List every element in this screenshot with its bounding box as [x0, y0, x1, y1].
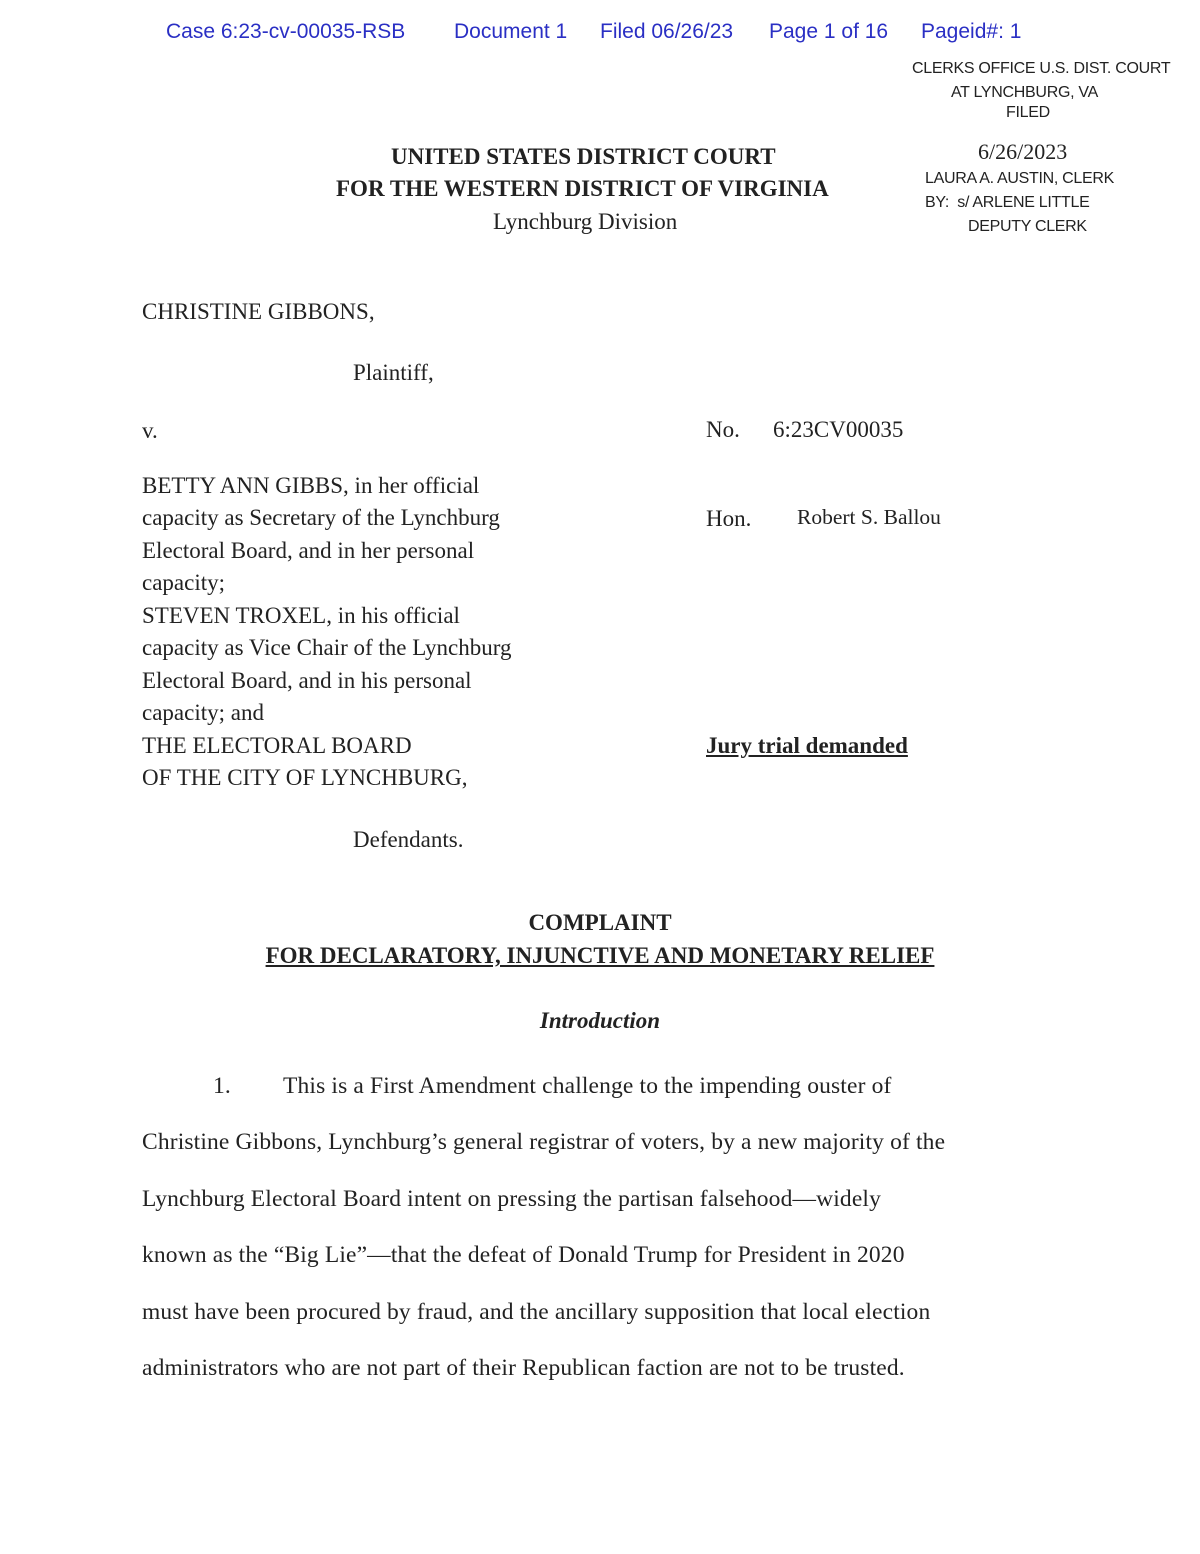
- paragraph-line: This is a First Amendment challenge to the impending ouster of: [283, 1073, 892, 1099]
- paragraph-line: administrators who are not part of their Republican faction are not to be trusted.: [142, 1355, 905, 1381]
- defendant-line: OF THE CITY OF LYNCHBURG,: [142, 765, 468, 790]
- court-district: FOR THE WESTERN DISTRICT OF VIRGINIA: [336, 176, 829, 201]
- section-heading: Introduction: [539, 1008, 661, 1033]
- defendant-line: STEVEN TROXEL, in his official: [142, 603, 460, 628]
- defendant-line: capacity;: [142, 570, 226, 595]
- defendant-line: capacity; and: [142, 700, 264, 725]
- stamp-line1: CLERKS OFFICE U.S. DIST. COURT: [912, 60, 1171, 77]
- judge-label: Hon.: [706, 506, 752, 531]
- paragraph-line: must have been procured by fraud, and the ancillary supposition that local election: [142, 1299, 931, 1325]
- case-number-header: Case 6:23-cv-00035-RSB: [166, 20, 406, 43]
- paragraph-line: Lynchburg Electoral Board intent on pressing the partisan falsehood—widely: [142, 1186, 881, 1212]
- stamp-line2: AT LYNCHBURG, VA: [951, 84, 1098, 101]
- pageid-header: Pageid#: 1: [921, 20, 1022, 43]
- defendants-label: Defendants.: [353, 827, 464, 852]
- case-number: 6:23CV00035: [773, 417, 904, 442]
- paragraph-number: 1.: [213, 1073, 231, 1099]
- paragraph-line: known as the “Big Lie”—that the defeat of Donald Trump for President in 2020: [142, 1242, 905, 1268]
- defendant-line: Electoral Board, and in her personal: [142, 538, 475, 563]
- stamp-line3: FILED: [1006, 104, 1050, 121]
- stamp-date: 6/26/2023: [978, 139, 1068, 164]
- stamp-by: BY: s/ ARLENE LITTLE: [925, 194, 1090, 211]
- document-number-header: Document 1: [454, 20, 568, 43]
- complaint-title: COMPLAINT: [528, 910, 672, 935]
- plaintiff-label: Plaintiff,: [353, 360, 434, 385]
- versus: v.: [142, 418, 158, 443]
- plaintiff-name: CHRISTINE GIBBONS,: [142, 299, 375, 324]
- case-no-label: No.: [706, 417, 740, 442]
- defendant-line: THE ELECTORAL BOARD: [142, 733, 412, 758]
- stamp-clerk: LAURA A. AUSTIN, CLERK: [925, 170, 1115, 187]
- defendant-line: Electoral Board, and in his personal: [142, 668, 472, 693]
- court-name: UNITED STATES DISTRICT COURT: [391, 144, 776, 169]
- court-division: Lynchburg Division: [493, 209, 678, 234]
- complaint-subtitle: FOR DECLARATORY, INJUNCTIVE AND MONETARY RELIEF: [265, 943, 935, 968]
- page-count-header: Page 1 of 16: [769, 20, 889, 43]
- stamp-deputy: DEPUTY CLERK: [968, 218, 1087, 235]
- paragraph-line: Christine Gibbons, Lynchburg’s general registrar of voters, by a new majority of the: [142, 1129, 946, 1155]
- judge-name: Robert S. Ballou: [797, 505, 941, 529]
- defendant-line: capacity as Vice Chair of the Lynchburg: [142, 635, 512, 660]
- filed-date-header: Filed 06/26/23: [600, 20, 734, 43]
- jury-demand: Jury trial demanded: [706, 733, 908, 758]
- defendant-line: BETTY ANN GIBBS, in her official: [142, 473, 480, 498]
- defendant-line: capacity as Secretary of the Lynchburg: [142, 505, 500, 530]
